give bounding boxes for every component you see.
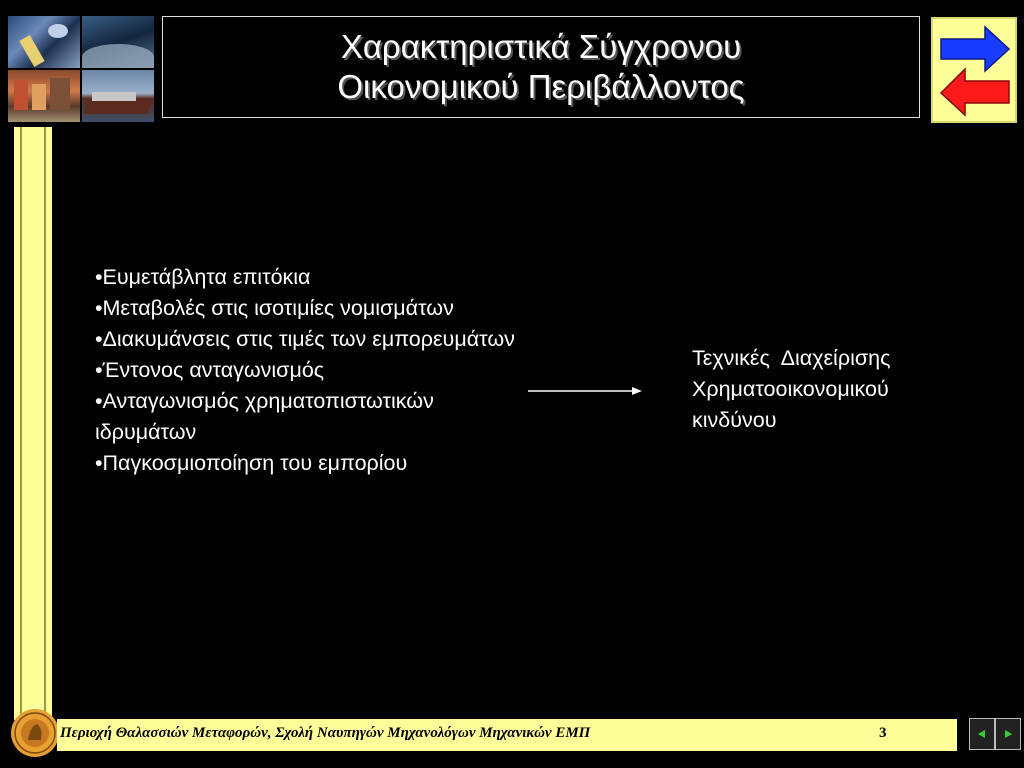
header-photo-collage: [8, 16, 154, 122]
title-box: [162, 16, 920, 118]
footer-bar: [57, 719, 957, 751]
decorative-pillar: [14, 127, 52, 720]
slide-nav-box: [931, 17, 1017, 123]
page-number: 3: [879, 725, 887, 741]
slide-nav-arrows: [933, 19, 1015, 121]
prev-slide-button[interactable]: [969, 718, 995, 750]
bullet-item: •Ανταγωνισμός χρηματοπιστωτικών ιδρυμάτων: [95, 389, 440, 444]
arrow-left-icon[interactable]: [941, 69, 1009, 115]
risk-management-label: Τεχνικές Διαχείρισης Χρηματοοικονομικού κινδύνου: [692, 346, 897, 432]
pillar-stripe: [44, 127, 46, 720]
next-slide-button[interactable]: [995, 718, 1021, 750]
pillar-stripe: [20, 127, 22, 720]
triangle-left-icon: [977, 729, 987, 739]
title-line-1: Χαρακτηριστικά Σύγχρονου: [340, 28, 742, 65]
page-title: [337, 27, 744, 107]
title-line-2: Οικονομικού Περιβάλλοντος: [337, 68, 745, 105]
university-seal-icon: [10, 708, 60, 758]
triangle-right-icon: [1003, 729, 1013, 739]
bullet-item: •Ευμετάβλητα επιτόκια: [95, 265, 311, 289]
collage-photo-ship: [82, 70, 154, 122]
connector-arrow-icon: [528, 384, 646, 398]
collage-photo-containers: [8, 70, 80, 122]
collage-photo-wave: [82, 16, 154, 68]
arrow-right-icon[interactable]: [941, 27, 1009, 71]
bullet-item: •Παγκοσμιοποίηση του εμπορίου: [95, 451, 408, 475]
bullet-item: •Μεταβολές στις ισοτιμίες νομισμάτων: [95, 296, 454, 320]
collage-photo-divers: [8, 16, 80, 68]
bullet-item: •Διακυμάνσεις στις τιμές των εμπορευμάτων: [95, 327, 515, 351]
bullet-list: [95, 262, 535, 479]
footer-text: Περιοχή Θαλασσιών Μεταφορών, Σχολή Ναυπηγών Μηχανολόγων Μηχανικών ΕΜΠ: [60, 725, 591, 741]
bullet-item: •Έντονος ανταγωνισμός: [95, 358, 325, 382]
